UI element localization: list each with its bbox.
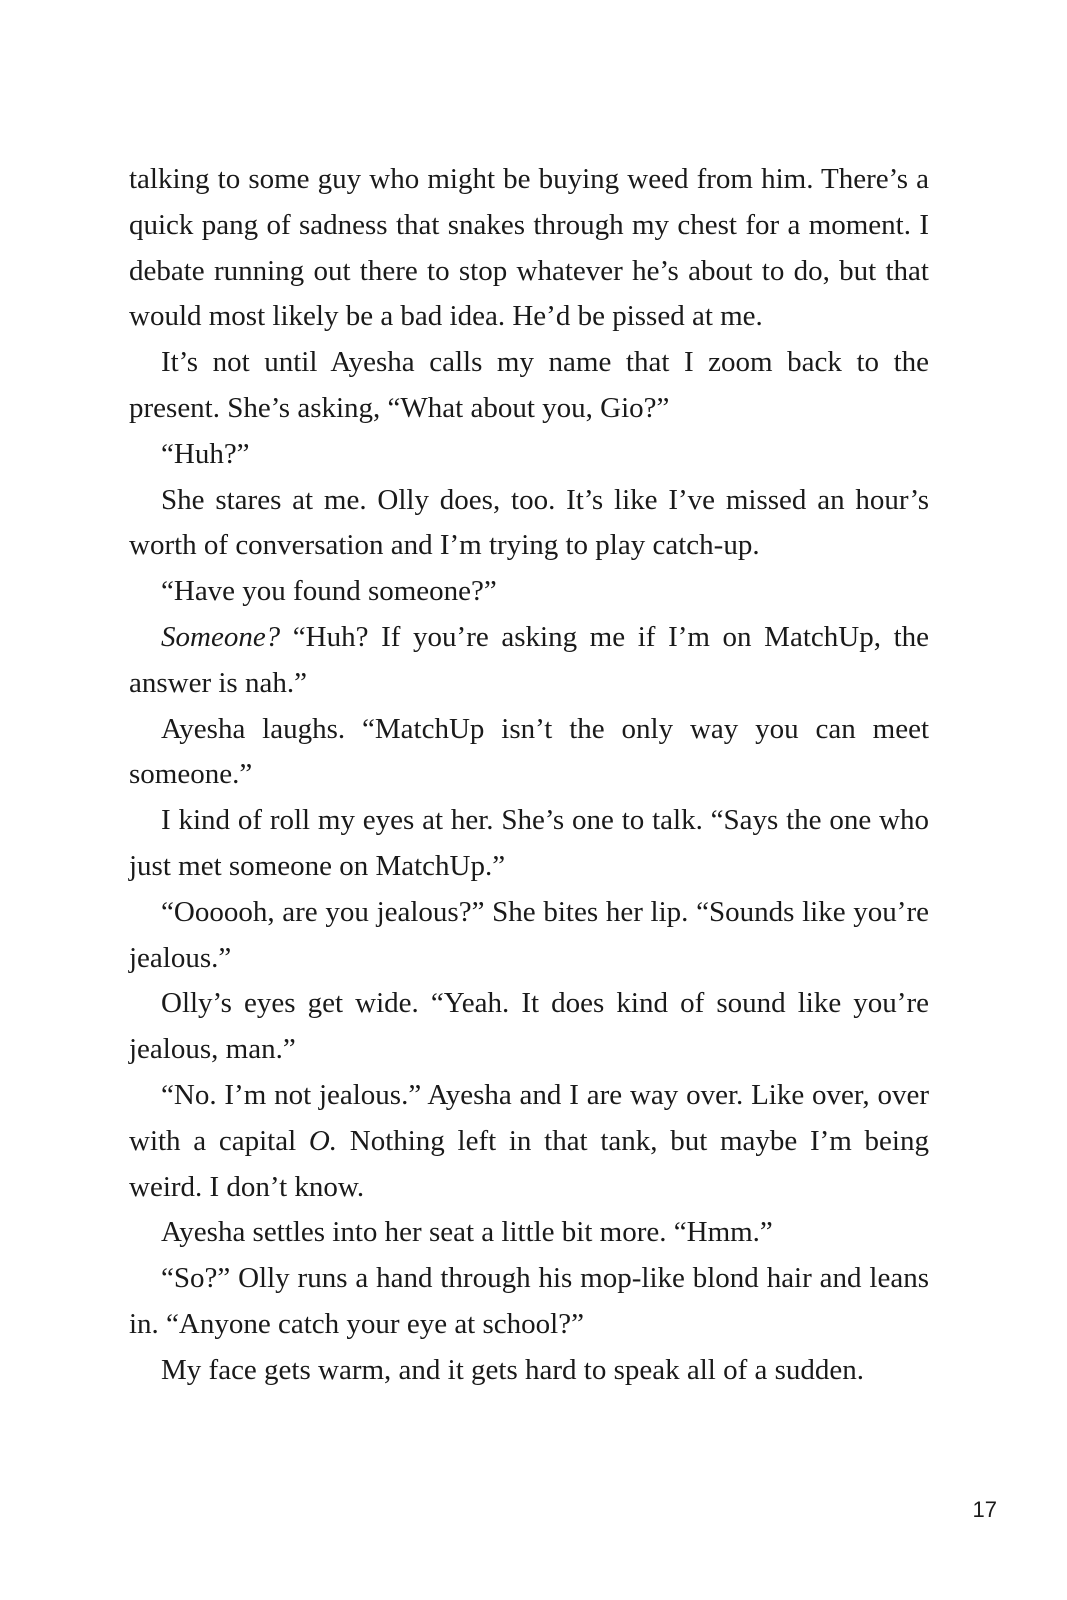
paragraph xyxy=(129,1210,929,1256)
paragraph-text: Olly’s eyes get wide. “Yeah. It does kind of sound like you’re jealous, man.” xyxy=(129,987,929,1066)
paragraph xyxy=(129,890,929,982)
paragraph-text: She stares at me. Olly does, too. It’s like I’ve missed an hour’s worth of conversation and I’m trying to play catch-up. xyxy=(129,483,929,562)
paragraph xyxy=(129,798,929,890)
paragraph-text: My face gets warm, and it gets hard to speak all of a sudden. xyxy=(161,1353,865,1386)
paragraph xyxy=(129,1256,929,1348)
paragraph xyxy=(129,981,929,1073)
italic-text: Someone? xyxy=(161,620,281,653)
paragraph xyxy=(129,615,929,707)
paragraph xyxy=(129,569,929,615)
paragraph-text: “Huh?” xyxy=(161,437,250,470)
paragraph-text: Ayesha laughs. “MatchUp isn’t the only way you can meet someone.” xyxy=(129,712,929,791)
page-number: 17 xyxy=(972,1497,997,1522)
paragraph-text: “So?” Olly runs a hand through his mop-like blond hair and leans in. “Anyone catch your eye at school?” xyxy=(129,1262,929,1340)
paragraph xyxy=(129,1073,929,1210)
paragraph-text: “Huh? If you’re asking me if I’m on MatchUp, the answer is nah.” xyxy=(129,620,929,699)
paragraph-text: “No. I’m not jealous.” Ayesha and I are way over. Like over, over with a capital xyxy=(129,1078,929,1157)
paragraph xyxy=(129,340,929,432)
italic-text: O. xyxy=(308,1124,338,1157)
paragraph xyxy=(129,478,929,570)
paragraph-text: Ayesha settles into her seat a little bit more. “Hmm.” xyxy=(161,1216,773,1249)
paragraph-text: talking to some guy who might be buying weed from him. There’s a quick pang of sadness that snakes through my chest for a moment. I debate running out there to stop whatever he’s about to do, but that would most likely be a bad idea. He’d be pissed at me. xyxy=(129,163,929,333)
paragraph-text: Nothing left in that tank, but maybe I’m being weird. I don’t know. xyxy=(129,1124,929,1203)
body-text xyxy=(129,157,929,1394)
paragraph xyxy=(129,157,929,340)
paragraph-text: I kind of roll my eyes at her. She’s one to talk. “Says the one who just met someone on MatchUp.” xyxy=(129,804,929,882)
paragraph-text: “Have you found someone?” xyxy=(161,575,497,608)
paragraph xyxy=(129,432,929,478)
paragraph xyxy=(129,707,929,799)
paragraph-text: It’s not until Ayesha calls my name that I zoom back to the present. She’s asking, “What about you, Gio?” xyxy=(129,346,929,424)
paragraph-text: “Oooooh, are you jealous?” She bites her lip. “Sounds like you’re jealous.” xyxy=(129,895,929,974)
paragraph xyxy=(129,1348,929,1394)
